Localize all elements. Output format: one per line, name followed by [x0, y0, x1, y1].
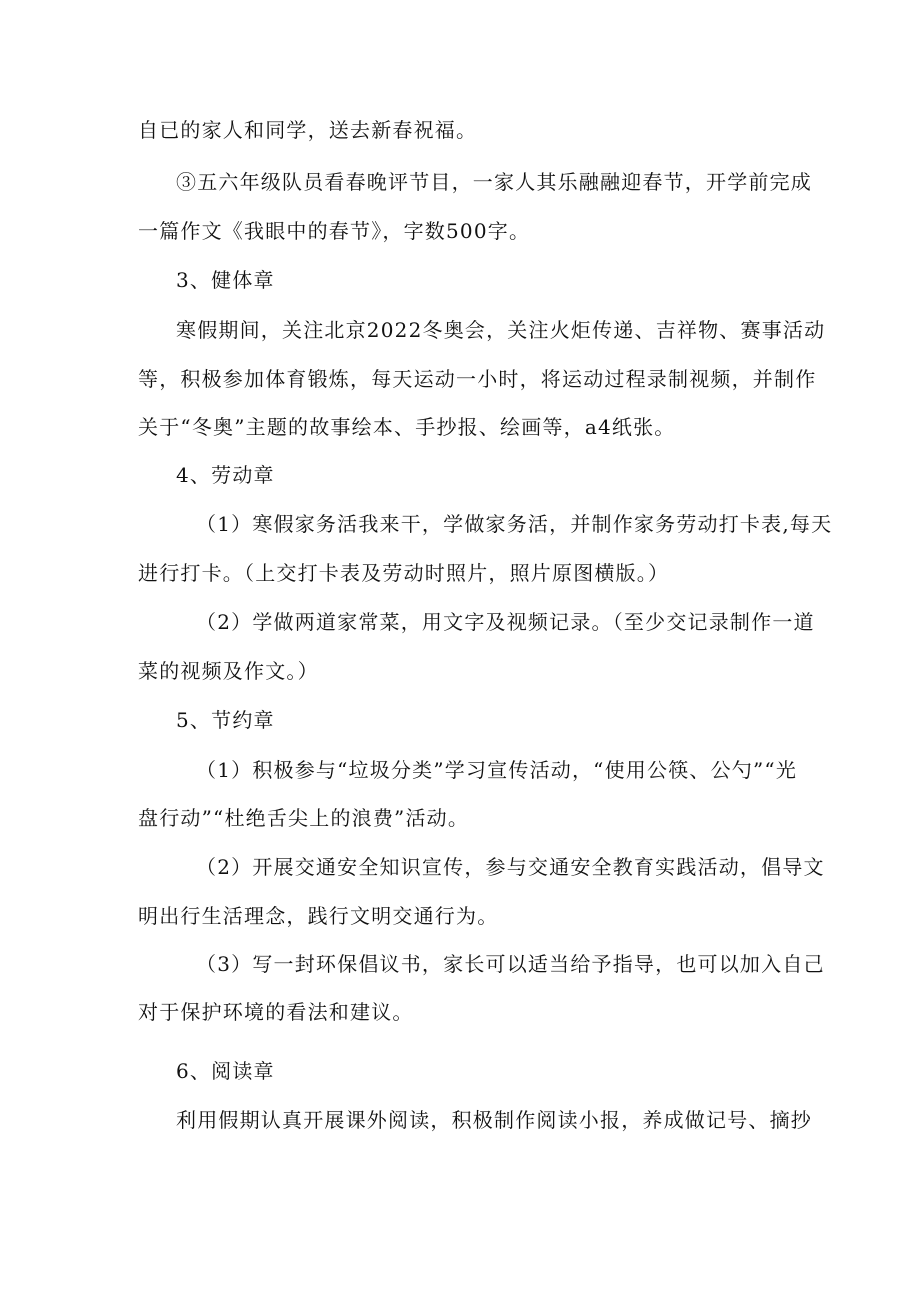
- text-line-14: （1）积极参与“垃圾分类”学习宣传活动，“使用公筷、公勺”“光: [196, 758, 798, 782]
- text-line-16: （2）开展交通安全知识宣传，参与交通安全教育实践活动，倡导文: [196, 855, 825, 879]
- section-heading-fitness: 3、健体章: [176, 268, 275, 292]
- text-line-9: （1）寒假家务活我来干，学做家务活，并制作家务劳动打卡表,每天: [196, 512, 833, 536]
- text-line-5: 寒假期间，关注北京2022冬奥会，关注火炬传递、吉祥物、赛事活动: [176, 318, 826, 342]
- text-line-6: 等，积极参加体育锻炼，每天运动一小时，将运动过程录制视频，并制作: [138, 367, 817, 391]
- text-line-19: 对于保护环境的看法和建议。: [138, 1000, 414, 1024]
- section-heading-thrift: 5、节约章: [176, 708, 275, 732]
- section-heading-labor: 4、劳动章: [176, 463, 275, 487]
- text-line-15: 盘行动”“杜绝舌尖上的浪费”活动。: [138, 806, 470, 830]
- text-line-18: （3）写一封环保倡议书，家长可以适当给予指导，也可以加入自己: [196, 952, 825, 976]
- text-line-7: 关于“冬奥”主题的故事绘本、手抄报、绘画等，a4纸张。: [138, 415, 676, 439]
- text-line-11: （2）学做两道家常菜，用文字及视频记录。（至少交记录制作一道: [196, 610, 815, 634]
- text-line-3: 一篇作文《我眼中的春节》，字数500字。: [138, 219, 531, 243]
- text-line-21: 利用假期认真开展课外阅读，积极制作阅读小报，养成做记号、摘抄: [176, 1108, 812, 1132]
- section-heading-reading: 6、阅读章: [176, 1059, 275, 1083]
- text-line-10: 进行打卡。（上交打卡表及劳动时照片，照片原图横版。）: [138, 561, 670, 585]
- text-line-12: 菜的视频及作文。）: [138, 659, 319, 683]
- text-line-17: 明出行生活理念，践行文明交通行为。: [138, 904, 499, 928]
- text-line-2: ③五六年级队员看春晚评节目，一家人其乐融融迎春节，开学前完成: [176, 170, 812, 194]
- text-line-1: 自已的家人和同学，送去新春祝福。: [138, 118, 478, 142]
